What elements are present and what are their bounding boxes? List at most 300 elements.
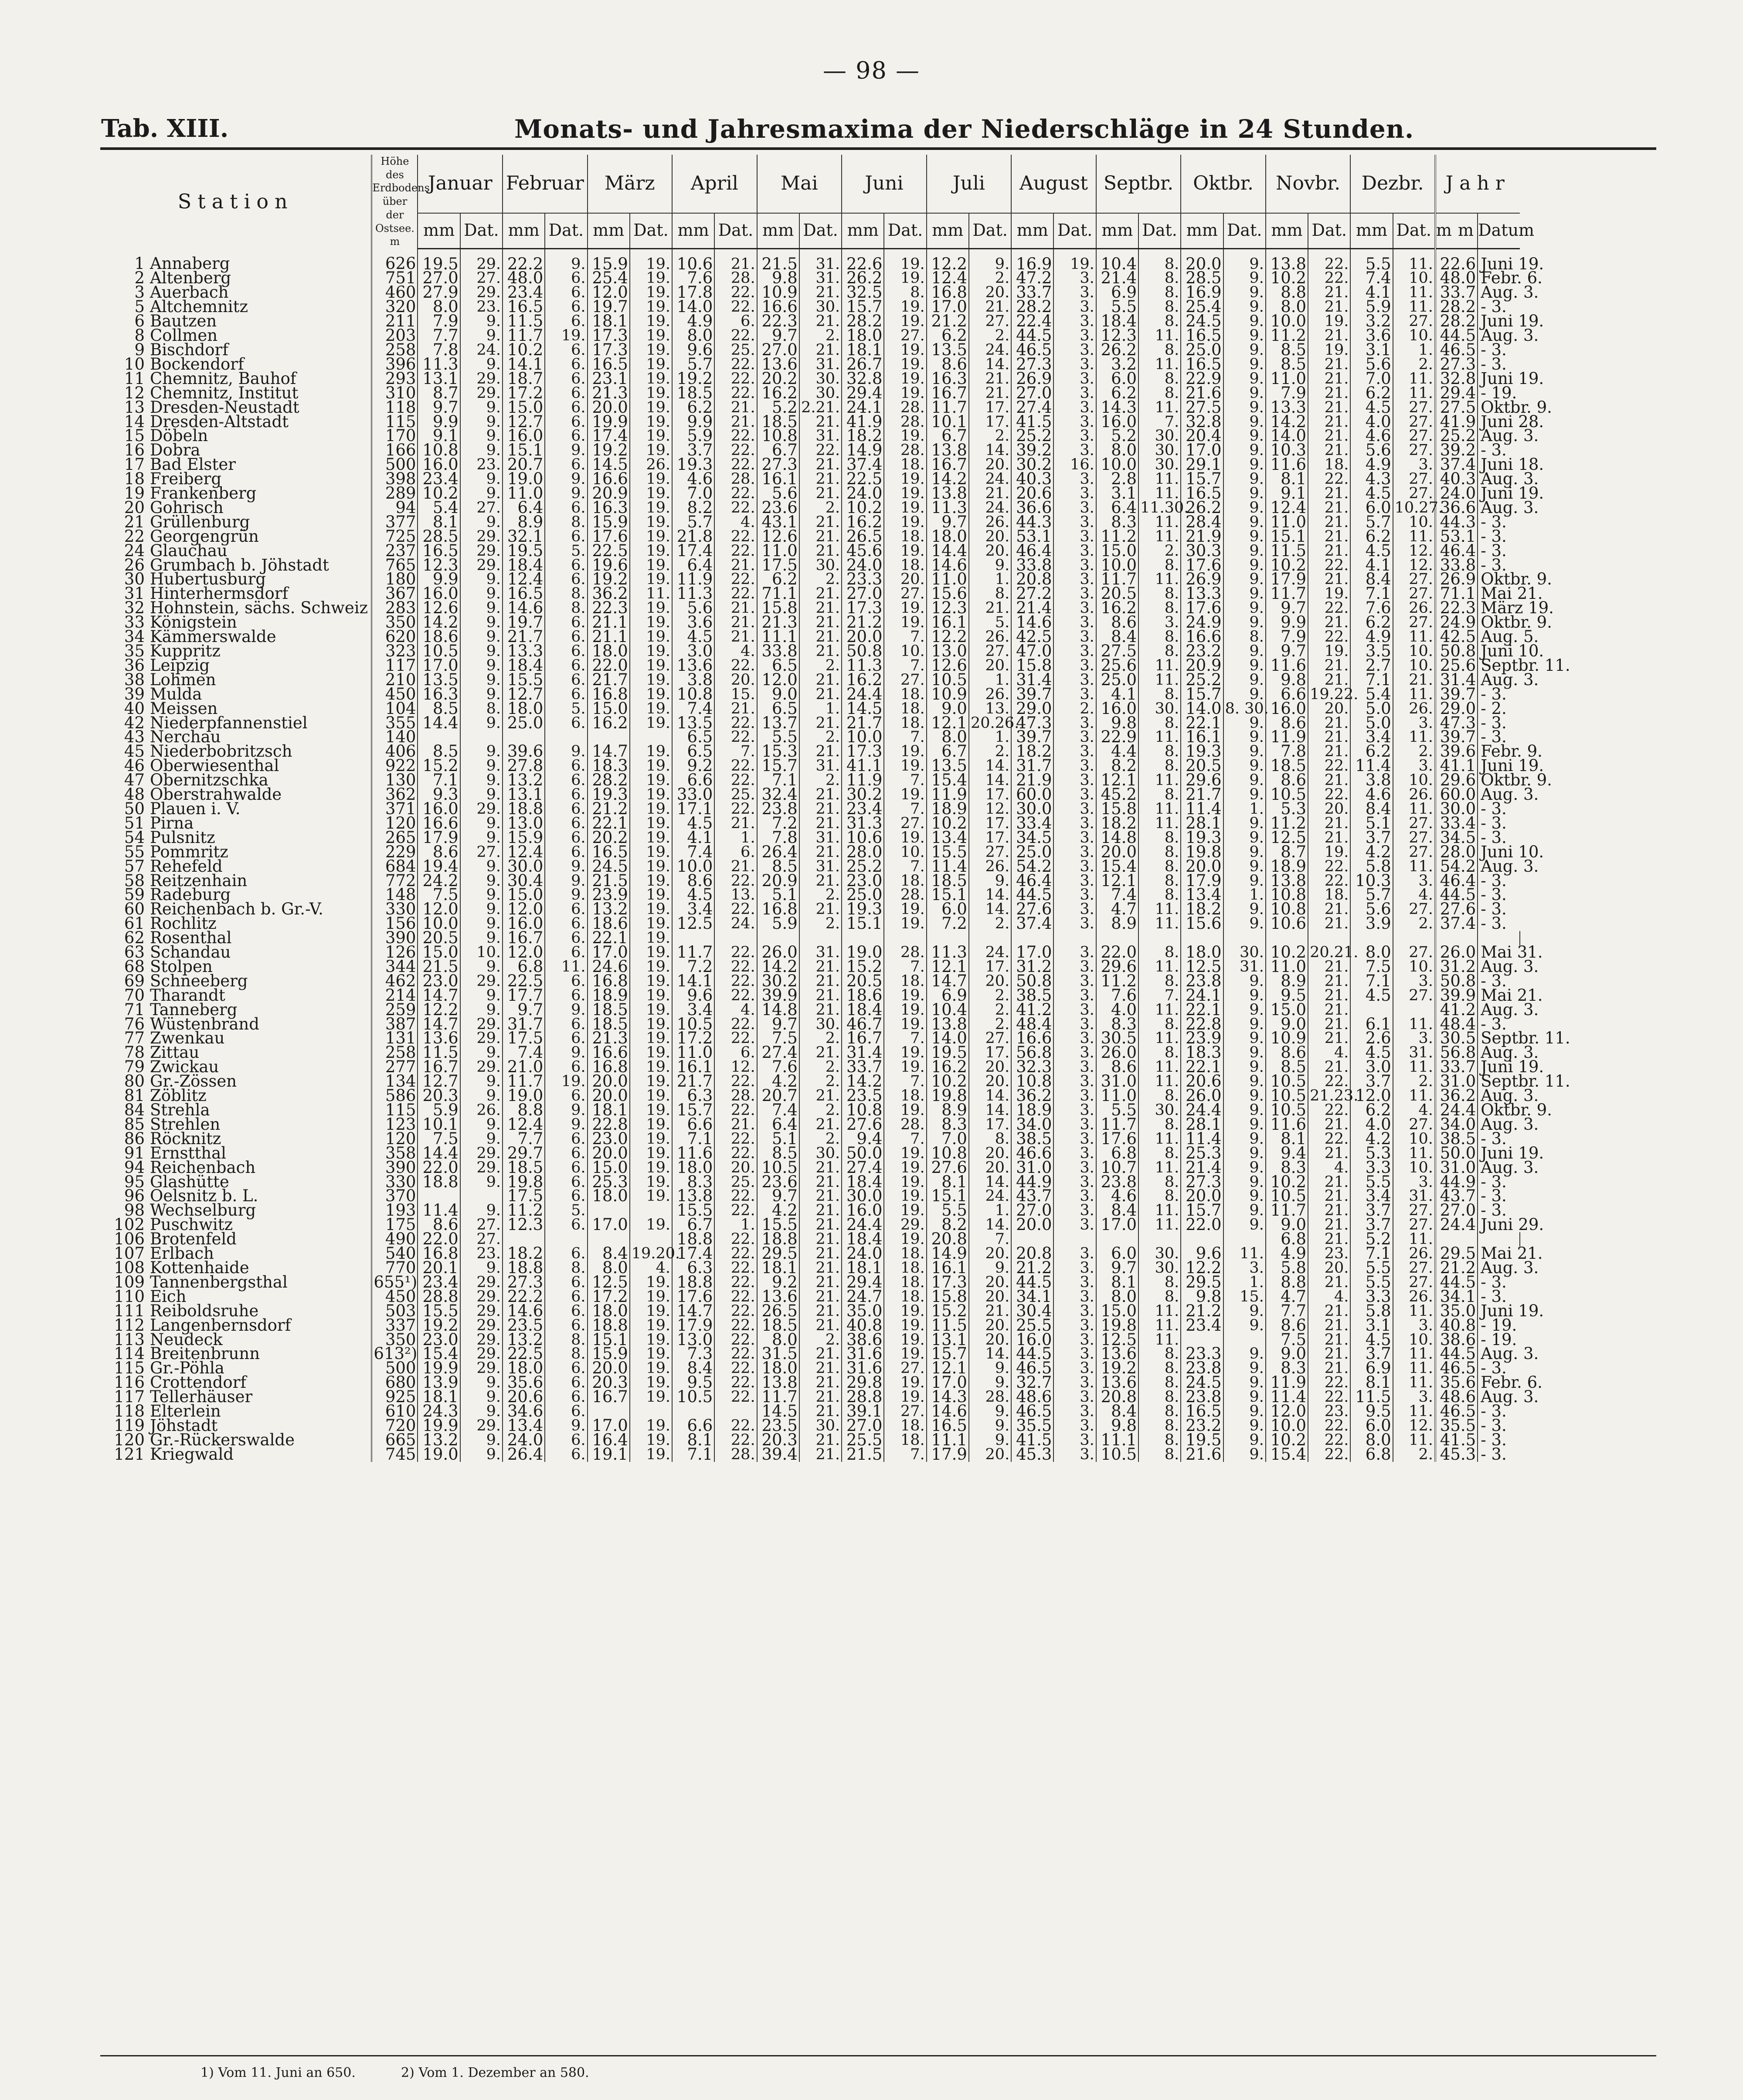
mm-cell: 10.8 <box>672 687 714 702</box>
mm-cell: 48.4 <box>1011 1017 1053 1032</box>
station-number: 8 <box>134 326 145 345</box>
mm-cell: 36.6 <box>1011 501 1053 515</box>
dat-cell: 3. <box>1053 687 1096 702</box>
mm-cell: 11.0 <box>503 486 545 501</box>
mm-cell: 41.5 <box>1011 415 1053 429</box>
dat-cell: 6. <box>545 372 587 386</box>
dat-cell: 19. <box>884 1161 926 1175</box>
dat-cell: 11. <box>1138 401 1181 415</box>
dat-cell: 7. <box>884 860 926 874</box>
hoehe-cell: 258 <box>372 1046 418 1060</box>
jahr-datum-cell: - 3. <box>1478 343 1520 357</box>
dat-cell: 9. <box>1223 472 1266 486</box>
station-number: 81 <box>124 1086 145 1105</box>
station-number: 36 <box>124 656 145 675</box>
dat-cell: 2. <box>799 730 842 744</box>
dat-cell: 6. <box>545 530 587 544</box>
mm-cell: 6.0 <box>1350 501 1393 515</box>
mm-cell: 6.4 <box>1096 501 1138 515</box>
dat-cell: 27. <box>884 1404 926 1419</box>
dat-cell: 2. <box>1393 1074 1435 1089</box>
mm-cell: 11.9 <box>672 572 714 587</box>
mm-cell: 4.2 <box>757 1074 799 1089</box>
dat-cell: 29. <box>460 386 503 401</box>
mm-cell: 9.7 <box>1266 644 1308 659</box>
mm-cell: 7.1 <box>757 773 799 788</box>
mm-cell: 21.7 <box>588 673 630 687</box>
dat-cell: 3. <box>1053 644 1096 659</box>
mm-cell: 17.9 <box>1181 874 1223 888</box>
jahr-datum-cell: - 3. <box>1478 443 1520 458</box>
mm-cell: 14.2 <box>757 960 799 974</box>
dat-cell: 9. <box>1223 1175 1266 1189</box>
mm-cell: 46.5 <box>1011 343 1053 357</box>
dat-cell: 9. <box>545 1046 587 1060</box>
dat-cell: 8. <box>545 1347 587 1361</box>
mm-cell: 46.4 <box>1011 544 1053 558</box>
mm-cell: 16.6 <box>418 816 460 831</box>
mm-cell: 10.0 <box>672 860 714 874</box>
dat-cell: 20. <box>884 572 926 587</box>
dat-cell: 20. <box>969 1074 1011 1089</box>
mm-cell: 5.9 <box>757 917 799 931</box>
mm-cell: 4.5 <box>672 630 714 644</box>
dat-cell: 21. <box>1308 300 1350 314</box>
dat-cell: 9. <box>460 989 503 1003</box>
dat-cell: 18. <box>884 974 926 989</box>
dat-cell: 19. <box>630 917 672 931</box>
mm-cell: 11.0 <box>1266 960 1308 974</box>
mm-cell: 10.0 <box>1266 1419 1308 1433</box>
jahr-mm-cell: 38.6 <box>1435 1333 1478 1347</box>
mm-cell: 8.5 <box>1266 343 1308 357</box>
dat-cell: 9. <box>1223 831 1266 845</box>
mm-cell: 24.4 <box>842 687 884 702</box>
station-name: Wüstenbrand <box>150 1014 259 1033</box>
mm-cell: 7.1 <box>672 1448 714 1462</box>
dat-cell: 11. <box>1138 515 1181 530</box>
mm-cell: 18.8 <box>588 1318 630 1333</box>
mm-cell: 13.5 <box>927 343 969 357</box>
mm-cell: 10.4 <box>1096 248 1138 271</box>
mm-cell: 5.7 <box>672 515 714 530</box>
mm-cell: 20.5 <box>1181 759 1223 773</box>
mm-cell: 7.1 <box>1350 974 1393 989</box>
mm-cell: 4.2 <box>1350 845 1393 860</box>
station-name: Hohnstein, sächs. Schweiz <box>150 598 368 618</box>
dat-cell: 9. <box>460 1433 503 1448</box>
jahr-datum-cell: - 3. <box>1478 558 1520 573</box>
dat-cell: 28. <box>969 1390 1011 1404</box>
mm-cell: 23.6 <box>757 501 799 515</box>
dat-cell: 14. <box>969 1089 1011 1103</box>
mm-cell: 19.3 <box>672 458 714 472</box>
mm-cell: 7.9 <box>418 314 460 329</box>
mm-cell: 11.1 <box>757 630 799 644</box>
mm-cell: 21.5 <box>418 960 460 974</box>
station-number: 9 <box>134 340 145 359</box>
dat-cell: 21. <box>799 1003 842 1017</box>
mm-cell: 20.2 <box>757 372 799 386</box>
dat-cell: 8. <box>1138 300 1181 314</box>
mm-cell: 13.8 <box>927 443 969 458</box>
dat-cell: 2. <box>969 271 1011 285</box>
dat-cell: 3. <box>1053 759 1096 773</box>
mm-cell: 39.7 <box>1011 687 1053 702</box>
dat-cell: 21. <box>969 372 1011 386</box>
dat-cell: 29. <box>460 1361 503 1376</box>
mm-cell: 29.6 <box>1181 773 1223 788</box>
mm-cell: 15.0 <box>503 401 545 415</box>
mm-cell: 32.5 <box>842 285 884 300</box>
dat-cell: 11. <box>1138 1203 1181 1218</box>
mm-cell: 20.8 <box>1011 1247 1053 1261</box>
dat-cell: 2. <box>969 1017 1011 1032</box>
dat-cell: 31. <box>1393 1189 1435 1203</box>
dat-cell: 21. <box>969 601 1011 615</box>
mm-cell: 16.6 <box>588 472 630 486</box>
dat-cell: 20. <box>969 1318 1011 1333</box>
dat-cell: 22. <box>714 1290 757 1304</box>
dat-cell: 7. <box>884 1074 926 1089</box>
dat-cell: 22. <box>1308 788 1350 802</box>
mm-cell: 9.2 <box>757 1275 799 1290</box>
dat-cell: 2. <box>969 429 1011 443</box>
dat-cell: 19. <box>630 530 672 544</box>
dat-cell: 8. <box>1138 1390 1181 1404</box>
mm-cell: 4.9 <box>1350 630 1393 644</box>
dat-cell: 25. <box>714 788 757 802</box>
dat-cell: 19. <box>630 1361 672 1376</box>
mm-cell: 14.6 <box>503 1304 545 1318</box>
mm-cell: 21.7 <box>503 630 545 644</box>
mm-cell: 21.2 <box>927 314 969 329</box>
mm-cell: 15.7 <box>1181 1203 1223 1218</box>
mm-cell: 6.6 <box>672 773 714 788</box>
mm-cell: 10.2 <box>1266 558 1308 573</box>
mm-cell: 10.5 <box>418 644 460 659</box>
mm-cell: 17.5 <box>503 1031 545 1046</box>
dat-cell: 6. <box>545 401 587 415</box>
mm-cell: 16.0 <box>503 429 545 443</box>
jahr-mm-cell: 43.7 <box>1435 1189 1478 1203</box>
station-number: 62 <box>124 928 145 948</box>
dat-header: Dat. <box>1393 213 1435 248</box>
dat-cell: 11. <box>1393 386 1435 401</box>
dat-cell: 9. <box>460 1175 503 1189</box>
dat-cell: 19. <box>884 544 926 558</box>
dat-cell: 9. <box>460 902 503 917</box>
jahr-mm-cell: 28.2 <box>1435 314 1478 329</box>
mm-cell: 24.3 <box>418 1404 460 1419</box>
station-number: 119 <box>114 1416 145 1435</box>
dat-cell: 9. <box>969 558 1011 573</box>
hoehe-cell: 751 <box>372 271 418 285</box>
mm-cell: 21.6 <box>1181 1448 1223 1462</box>
mm-cell: 4.9 <box>1350 458 1393 472</box>
dat-cell: 10. <box>884 845 926 860</box>
mm-cell: 12.6 <box>757 530 799 544</box>
dat-cell: 9. <box>969 874 1011 888</box>
jahr-datum-cell: - 3. <box>1478 816 1520 831</box>
dat-cell: 9. <box>1223 744 1266 759</box>
mm-cell: 6.7 <box>757 443 799 458</box>
dat-cell: 3. <box>1053 659 1096 673</box>
dat-cell: 9. <box>545 744 587 759</box>
mm-cell: 11.7 <box>672 945 714 960</box>
dat-cell: 20. <box>1308 802 1350 816</box>
station-number: 38 <box>124 670 145 689</box>
month-header: Juli <box>927 155 1012 213</box>
dat-cell: 9. <box>1223 486 1266 501</box>
mm-cell: 20.0 <box>588 1089 630 1103</box>
station-number: 2 <box>134 268 145 288</box>
dat-cell: 3. <box>1053 902 1096 917</box>
station-name: Schandau <box>150 943 231 962</box>
dat-cell: 22. <box>714 429 757 443</box>
mm-cell: 3.9 <box>1350 917 1393 931</box>
mm-cell: 41.1 <box>842 759 884 773</box>
mm-cell: 8.0 <box>418 300 460 314</box>
dat-cell: 4. <box>714 644 757 659</box>
mm-cell: 10.9 <box>1266 1031 1308 1046</box>
dat-cell: 19. <box>630 687 672 702</box>
mm-cell: 23.4 <box>503 285 545 300</box>
mm-cell: 12.6 <box>927 659 969 673</box>
dat-cell: 19. <box>630 429 672 443</box>
mm-cell: 42.5 <box>1011 630 1053 644</box>
mm-cell: 8.0 <box>1350 1433 1393 1448</box>
mm-cell: 32.7 <box>1011 1376 1053 1390</box>
dat-cell: 11. <box>1138 1003 1181 1017</box>
dat-cell: 21. <box>1308 1232 1350 1247</box>
mm-cell: 15.1 <box>927 1189 969 1203</box>
dat-cell: 21. <box>1308 1146 1350 1161</box>
mm-cell: 15.1 <box>842 917 884 931</box>
station-name: Glashütte <box>150 1172 229 1191</box>
dat-cell: 11. <box>1138 1218 1181 1232</box>
mm-cell: 41.2 <box>1011 1003 1053 1017</box>
dat-cell: 3. <box>1053 1175 1096 1189</box>
hoehe-cell: 680 <box>372 1376 418 1390</box>
mm-cell: 15.5 <box>757 1218 799 1232</box>
station-number: 121 <box>114 1444 145 1464</box>
mm-cell: 24.2 <box>418 874 460 888</box>
station-number: 96 <box>124 1186 145 1206</box>
dat-cell: 8. <box>884 285 926 300</box>
table-body <box>100 248 1656 1462</box>
station-name: Reichenbach <box>150 1158 256 1177</box>
mm-cell: 3.5 <box>1350 644 1393 659</box>
dat-cell: 11. <box>1223 1247 1266 1261</box>
dat-cell: 9. <box>460 759 503 773</box>
mm-cell: 31.4 <box>1011 673 1053 687</box>
mm-cell: 5.8 <box>1350 860 1393 874</box>
mm-cell: 18.9 <box>1266 860 1308 874</box>
mm-cell: 22.0 <box>418 1161 460 1175</box>
dat-cell: 22. <box>799 443 842 458</box>
dat-cell: 21. <box>799 343 842 357</box>
station-number: 10 <box>124 354 145 374</box>
dat-cell: 9. <box>460 443 503 458</box>
dat-cell: 6. <box>545 1404 587 1419</box>
station-name: Tannenbergsthal <box>150 1272 288 1291</box>
hoehe-cell: 725 <box>372 530 418 544</box>
mm-header: mm <box>672 213 714 248</box>
mm-cell: 3.4 <box>1350 730 1393 744</box>
dat-cell: 9. <box>460 615 503 630</box>
mm-cell: 21.2 <box>1011 1261 1053 1275</box>
footnote: 1) Vom 11. Juni an 650. <box>200 2065 356 2080</box>
dat-cell: 8. <box>969 1132 1011 1146</box>
mm-cell: 19.0 <box>503 472 545 486</box>
mm-cell: 25.0 <box>842 888 884 902</box>
dat-header: Dat. <box>1053 213 1096 248</box>
mm-cell: 7.8 <box>757 831 799 845</box>
mm-cell: 11.9 <box>927 788 969 802</box>
dat-cell: 3. <box>1053 429 1096 443</box>
mm-cell: 10.2 <box>1266 1433 1308 1448</box>
dat-cell: 31. <box>799 759 842 773</box>
dat-cell: 7. <box>884 630 926 644</box>
mm-cell: 8.6 <box>1096 1060 1138 1074</box>
dat-cell: 22. <box>714 773 757 788</box>
mm-cell: 8.0 <box>757 1333 799 1347</box>
mm-cell: 9.5 <box>1350 1404 1393 1419</box>
dat-cell: 17. <box>969 816 1011 831</box>
mm-cell: 9.9 <box>418 415 460 429</box>
mm-cell: 7.0 <box>927 1132 969 1146</box>
hoehe-cell: 310 <box>372 386 418 401</box>
station-name: Leipzig <box>150 656 210 675</box>
station-number: 45 <box>124 742 145 761</box>
dat-cell: 19. <box>630 1433 672 1448</box>
mm-cell: 19.7 <box>588 300 630 314</box>
hoehe-cell: 610 <box>372 1404 418 1419</box>
dat-cell: 21. <box>799 974 842 989</box>
mm-cell: 24.9 <box>1181 615 1223 630</box>
mm-cell: 6.9 <box>927 989 969 1003</box>
mm-cell: 6.5 <box>757 659 799 673</box>
dat-cell: 1. <box>969 730 1011 744</box>
mm-cell: 17.0 <box>927 300 969 314</box>
dat-cell: 11. <box>1393 1146 1435 1161</box>
mm-cell: 9.9 <box>418 572 460 587</box>
jahr-datum-cell: - 3. <box>1478 530 1520 544</box>
dat-cell: 19. <box>630 1347 672 1361</box>
dat-cell: 19. <box>630 744 672 759</box>
mm-cell: 12.5 <box>1096 1333 1138 1347</box>
mm-cell: 16.5 <box>1181 1404 1223 1419</box>
jahr-datum-cell: Septbr. 11. <box>1478 1074 1520 1089</box>
mm-cell: 40.3 <box>1011 472 1053 486</box>
mm-cell: 27.0 <box>1011 386 1053 401</box>
dat-cell: 3. <box>1053 501 1096 515</box>
mm-cell: 25.2 <box>1181 673 1223 687</box>
dat-cell: 3. <box>1053 1189 1096 1203</box>
dat-cell: 20. <box>969 1448 1011 1462</box>
mm-cell: 28.5 <box>1181 271 1223 285</box>
dat-cell: 8. <box>1138 1290 1181 1304</box>
dat-cell: 11. <box>1393 802 1435 816</box>
dat-cell: 11. <box>1393 1232 1435 1247</box>
hoehe-cell: 104 <box>372 702 418 716</box>
dat-cell: 27. <box>1393 831 1435 845</box>
dat-cell: 2. <box>799 501 842 515</box>
dat-cell: 9. <box>460 1404 503 1419</box>
mm-cell: 11.6 <box>1266 659 1308 673</box>
dat-cell: 6. <box>545 357 587 372</box>
dat-cell: 9. <box>969 1404 1011 1419</box>
dat-cell: 18. <box>884 558 926 573</box>
dat-cell: 21. <box>714 248 757 271</box>
mm-cell: 18.3 <box>588 759 630 773</box>
jahr-datum-cell: - 3. <box>1478 802 1520 816</box>
dat-cell: 21. <box>799 1189 842 1203</box>
hoehe-cell: 117 <box>372 659 418 673</box>
station-name: Brotenfeld <box>150 1230 237 1249</box>
mm-cell: 11.2 <box>1096 530 1138 544</box>
mm-cell: 23.8 <box>1096 1175 1138 1189</box>
dat-cell: 3. <box>1053 1031 1096 1046</box>
mm-cell: 14.4 <box>418 1146 460 1161</box>
mm-cell: 44.5 <box>1011 888 1053 902</box>
mm-cell: 21.5 <box>842 1448 884 1462</box>
mm-cell: 3.7 <box>1350 1074 1393 1089</box>
station-name: Altenberg <box>150 268 231 288</box>
mm-cell: 16.7 <box>842 1031 884 1046</box>
dat-cell: 7. <box>884 1448 926 1462</box>
dat-cell: 19. <box>630 544 672 558</box>
dat-cell: 6. <box>545 687 587 702</box>
mm-cell: 3.7 <box>672 443 714 458</box>
mm-cell: 11.0 <box>672 1046 714 1060</box>
mm-cell: 32.1 <box>503 530 545 544</box>
hoehe-cell: 350 <box>372 1333 418 1347</box>
jahr-mm-cell: 45.3 <box>1435 1448 1478 1462</box>
mm-cell: 5.5 <box>1096 1103 1138 1118</box>
dat-cell: 14. <box>969 888 1011 902</box>
jahr-mm-cell: 27.5 <box>1435 401 1478 415</box>
mm-cell: 25.0 <box>1011 845 1053 860</box>
mm-cell: 9.2 <box>672 759 714 773</box>
dat-cell: 3. <box>1053 1333 1096 1347</box>
mm-cell: 14.9 <box>842 443 884 458</box>
dat-cell: 21. <box>969 1304 1011 1318</box>
dat-cell: 21. <box>799 1161 842 1175</box>
mm-cell: 33.7 <box>1011 285 1053 300</box>
mm-cell: 16.9 <box>1181 285 1223 300</box>
mm-cell: 14.9 <box>927 1247 969 1261</box>
dat-cell: 19. <box>630 673 672 687</box>
station-number: 98 <box>124 1201 145 1220</box>
jahr-mm-cell: 29.4 <box>1435 386 1478 401</box>
month-header: Juni <box>842 155 927 213</box>
mm-cell: 18.1 <box>588 314 630 329</box>
mm-cell: 7.4 <box>1350 271 1393 285</box>
mm-cell: 15.1 <box>1266 530 1308 544</box>
dat-cell: 21. <box>799 687 842 702</box>
dat-cell: 18. <box>884 716 926 731</box>
station-name: Glauchau <box>150 541 228 560</box>
dat-cell: 21. <box>799 1404 842 1419</box>
jahr-mm-cell: 41.1 <box>1435 759 1478 773</box>
mm-cell: 11.4 <box>418 1203 460 1218</box>
dat-cell: 19. <box>884 759 926 773</box>
station-number: 63 <box>124 943 145 962</box>
dat-cell: 22. <box>714 1433 757 1448</box>
dat-cell: 9. <box>1223 730 1266 744</box>
